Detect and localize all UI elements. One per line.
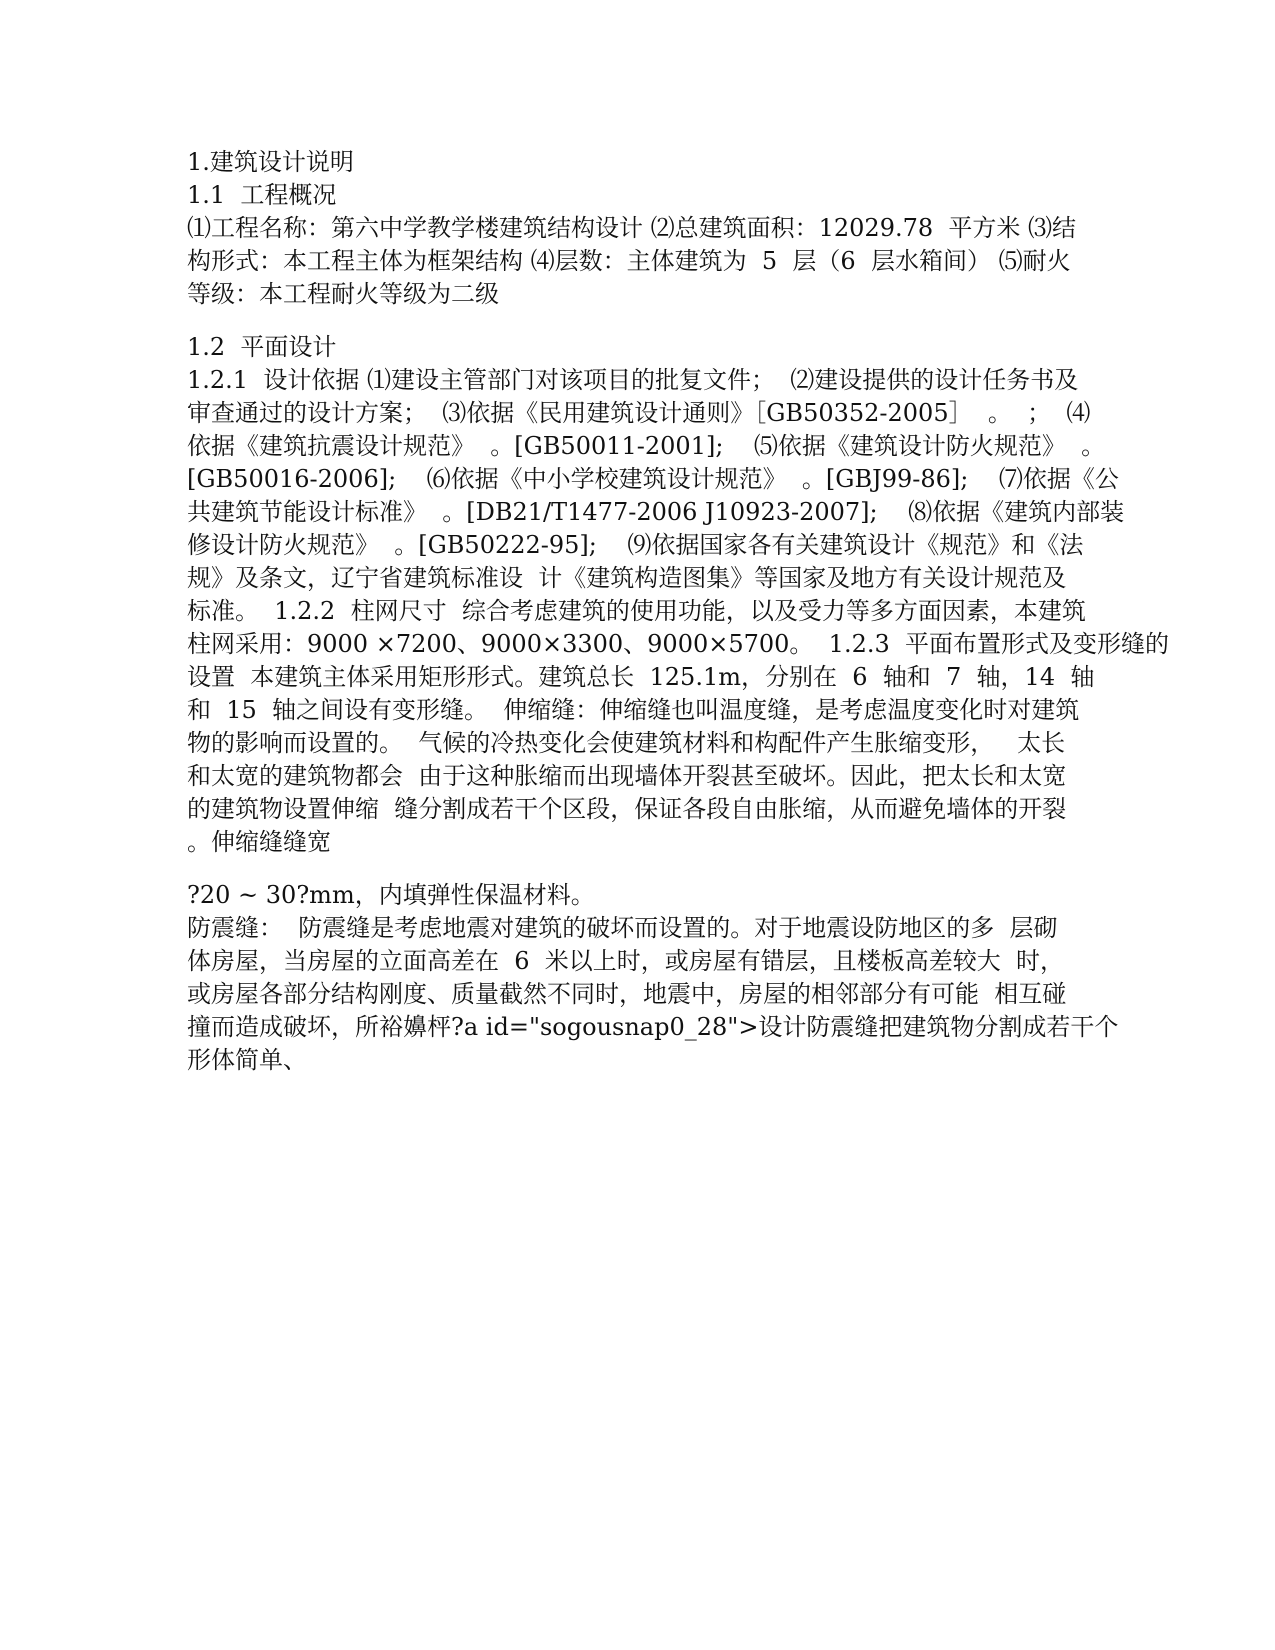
paragraph-line: 防震缝： 防震缝是考虑地震对建筑的破坏而设置的。对于地震设防地区的多 层砌 (187, 914, 1058, 942)
paragraph-line: 物的影响而设置的。 气候的冷热变化会使建筑材料和构配件产生胀缩变形， 太长 (187, 729, 1066, 757)
paragraph-line: 。伸缩缝缝宽 (187, 828, 331, 856)
paragraph-line: 或房屋各部分结构刚度、质量截然不同时，地震中，房屋的相邻部分有可能 相互碰 (187, 980, 1067, 1008)
paragraph-gap (187, 859, 1099, 879)
paragraph-line: 和太宽的建筑物都会 由于这种胀缩而出现墙体开裂甚至破坏。因此，把太长和太宽 (187, 762, 1067, 790)
paragraph-line: [GB50016-2006]; ⑹依据《中小学校建筑设计规范》 。[GBJ99-86]; ⑺依据《公 (187, 465, 1119, 493)
section-heading: 1.建筑设计说明 (187, 148, 354, 176)
paragraph-line: 规》及条文，辽宁省建筑标准设 计《建筑构造图集》等国家及地方有关设计规范及 (187, 564, 1067, 592)
paragraph-line: 审查通过的设计方案； ⑶依据《民用建筑设计通则》［GB50352-2005］ 。 ； ⑷ (187, 399, 1091, 427)
paragraph-gap (187, 311, 1099, 331)
paragraph-line: 等级：本工程耐火等级为二级 (187, 280, 499, 308)
paragraph-line: ⑴工程名称：第六中学教学楼建筑结构设计 ⑵总建筑面积：12029.78 平方米 ⑶结 (187, 214, 1077, 242)
paragraph-line: 标准。 1.2.2 柱网尺寸 综合考虑建筑的使用功能，以及受力等多方面因素，本建筑 (187, 597, 1086, 625)
paragraph-line: 共建筑节能设计标准》 。[DB21/T1477-2006 J10923-2007]; ⑻依据《建筑内部装 (187, 498, 1125, 526)
paragraph-line: 构形式：本工程主体为框架结构 ⑷层数：主体建筑为 5 层（6 层水箱间） ⑸耐火 (187, 247, 1071, 275)
paragraph-line: 体房屋，当房屋的立面高差在 6 米以上时，或房屋有错层，且楼板高差较大 时， (187, 947, 1065, 975)
subsection-heading: 1.1 工程概况 (187, 181, 337, 209)
paragraph-line: 柱网采用：9000 ×7200、9000×3300、9000×5700。 1.2.3 平面布置形式及变形缝的 (187, 630, 1170, 658)
paragraph-line: 1.2.1 设计依据 ⑴建设主管部门对该项目的批复文件； ⑵建设提供的设计任务书及 (187, 366, 1079, 394)
paragraph-line: 和 15 轴之间设有变形缝。 伸缩缝：伸缩缝也叫温度缝，是考虑温度变化时对建筑 (187, 696, 1080, 724)
paragraph-line: 修设计防火规范》 。[GB50222-95]; ⑼依据国家各有关建筑设计《规范》和《法 (187, 531, 1084, 559)
paragraph-line: ?20 ~ 30?mm，内填弹性保温材料。 (187, 881, 595, 909)
paragraph-line: 形体简单、 (187, 1046, 307, 1074)
paragraph-line: 依据《建筑抗震设计规范》 。[GB50011-2001]; ⑸依据《建筑设计防火规范》 。 (187, 432, 1106, 460)
paragraph-line: 撞而造成破坏，所裕嬶枰?a id="sogousnap0_28">设计防震缝把建筑物分割成若干个 (187, 1013, 1119, 1041)
paragraph-line: 的建筑物设置伸缩 缝分割成若干个区段，保证各段自由胀缩，从而避免墙体的开裂 (187, 795, 1067, 823)
subsection-heading: 1.2 平面设计 (187, 333, 337, 361)
paragraph-line: 设置 本建筑主体采用矩形形式。建筑总长 125.1m，分别在 6 轴和 7 轴，14 轴 (187, 663, 1095, 691)
document-page (187, 146, 1170, 1077)
